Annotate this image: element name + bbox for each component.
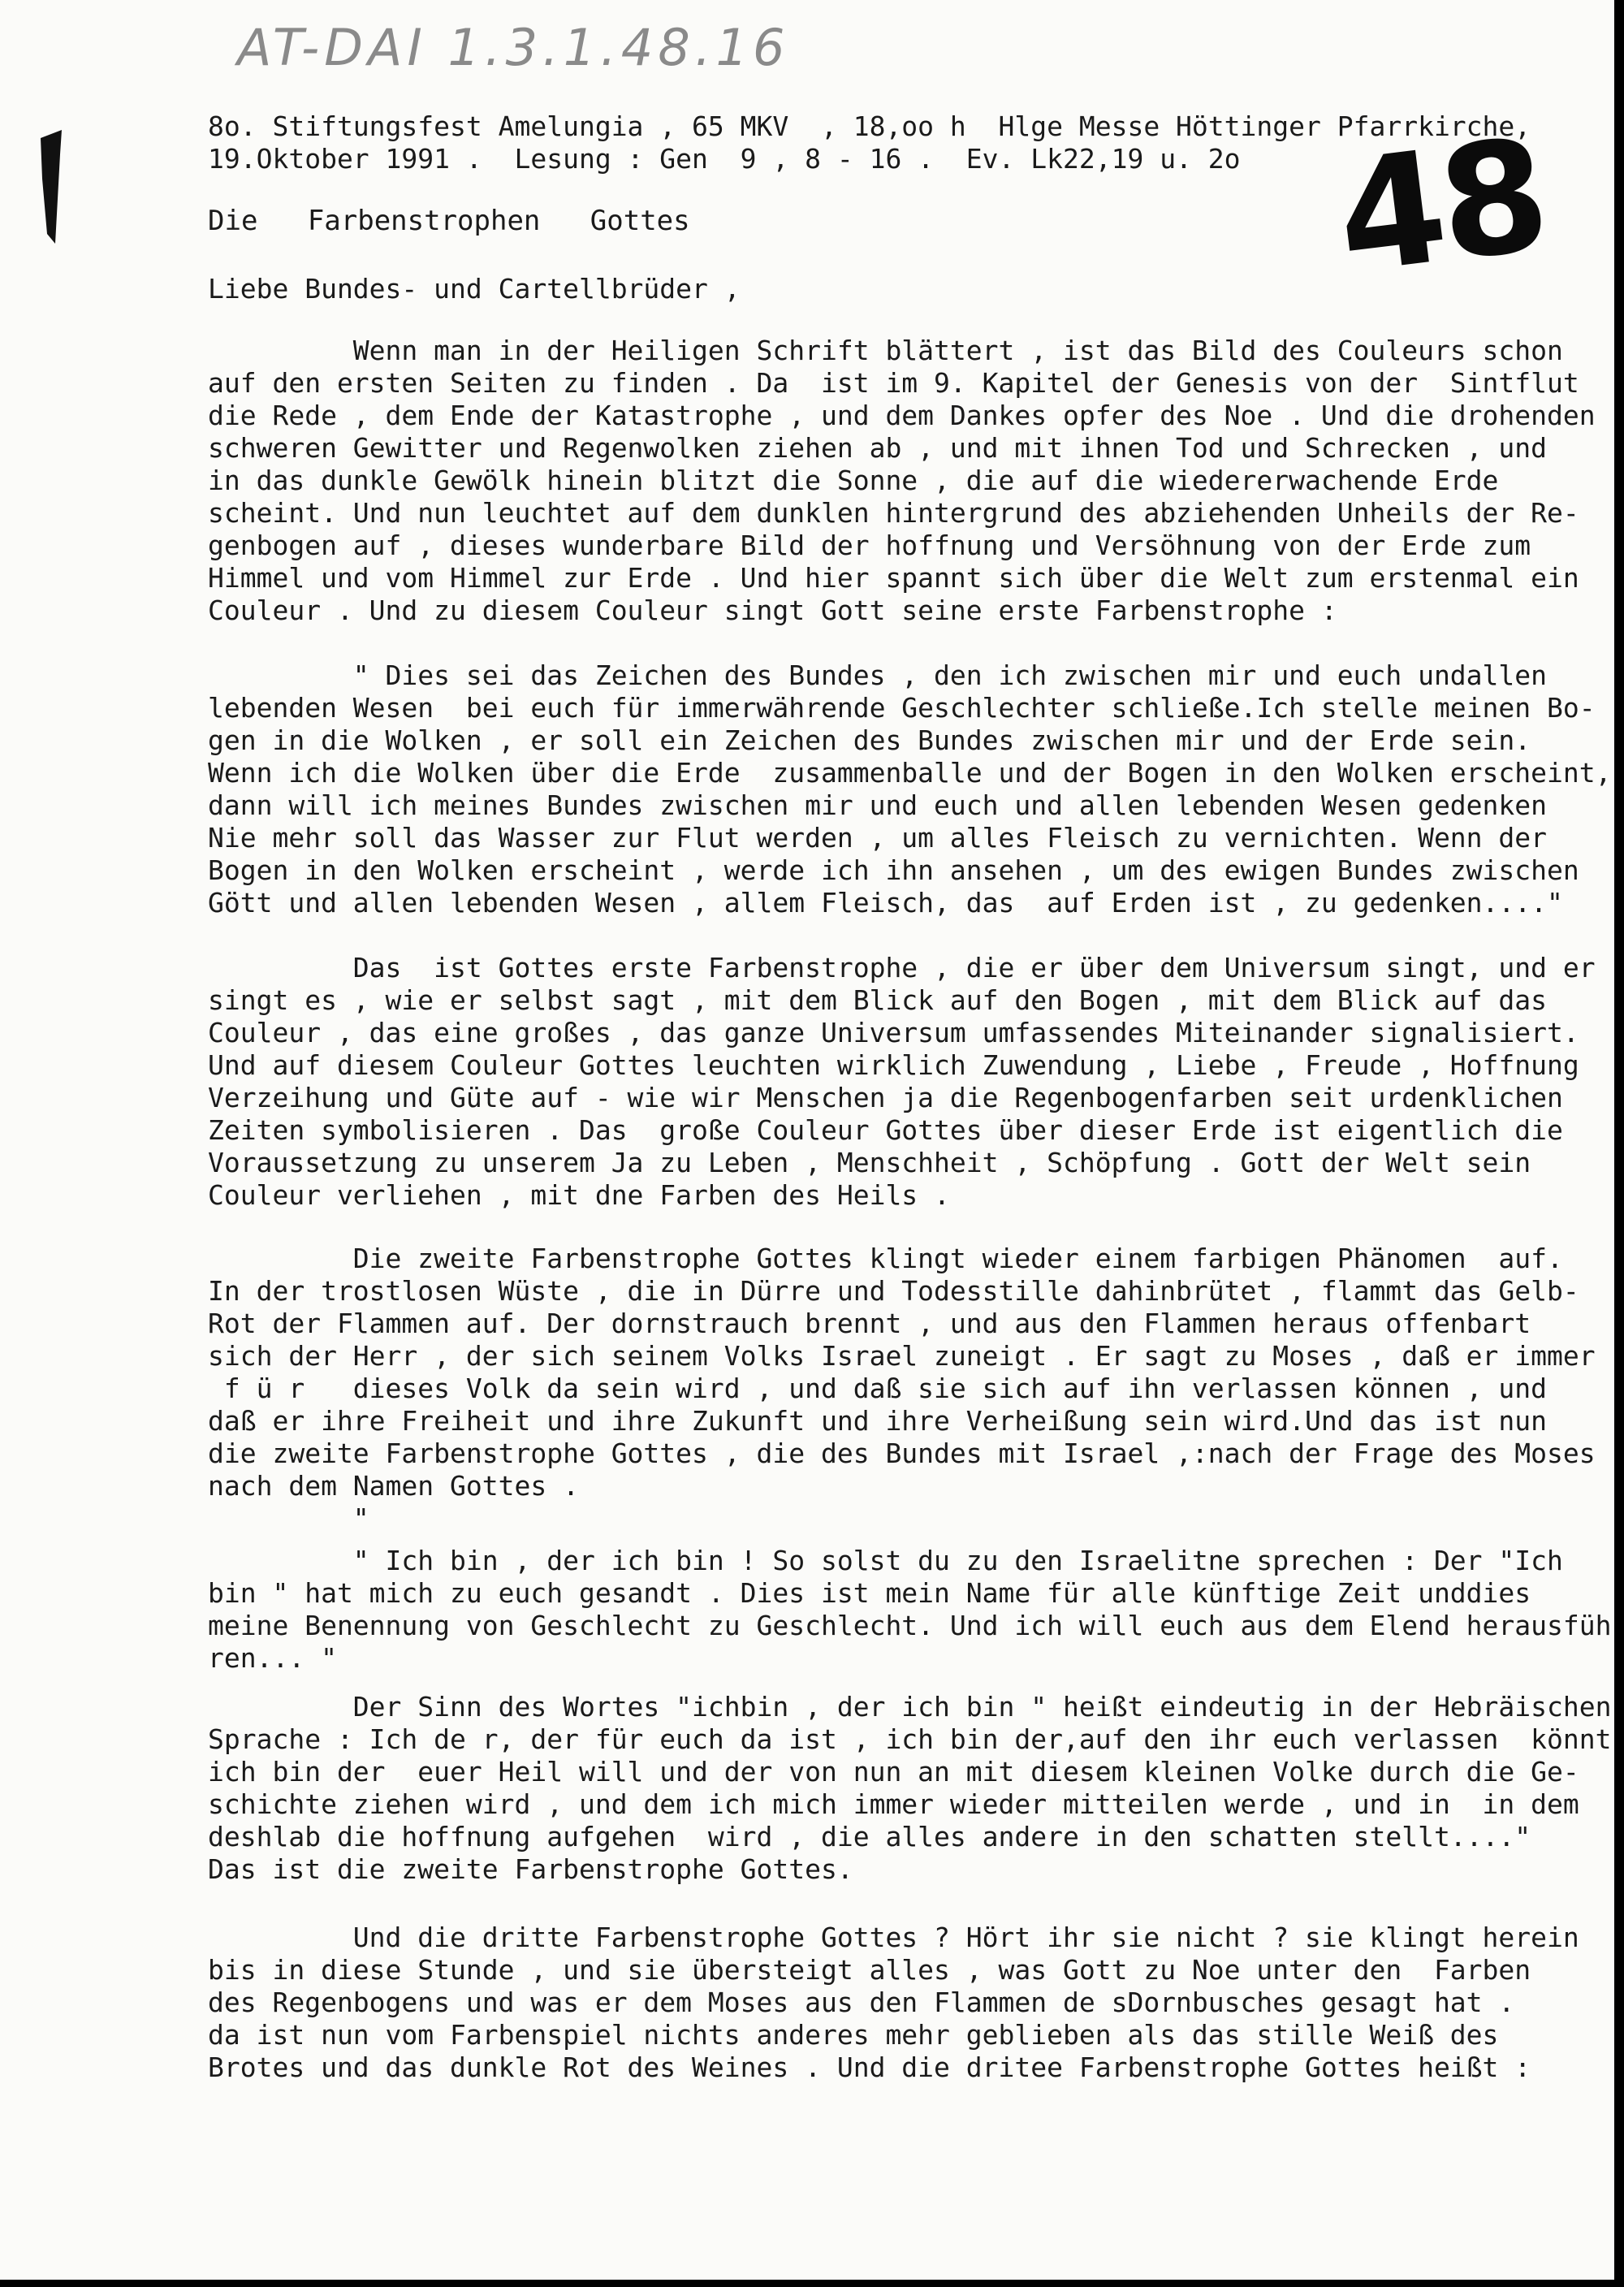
paragraph-6: Der Sinn des Wortes "ichbin , der ich bin " heißt eindeutig in der Hebräischen Sprache : Ich de r, der für euch da ist , ich bin der,auf den ihr euch verlassen könnt ich bin der euer Heil will und der von nun an mit diesem kleinen Volke durch die Ge- schichte ziehen wird , und dem ich mich immer wieder mitteilen werde , und in in dem deshlab die hoffnung aufgehen wird , die alles andere in den schatten stellt...." Das ist die zweite Farbenstrophe Gottes.: [208, 1691, 1612, 1885]
paragraph-4: Die zweite Farbenstrophe Gottes klingt wieder einem farbigen Phänomen auf. In der trostlosen Wüste , die in Dürre und Todesstille dahinbrütet , flammt das Gelb- Rot der Flammen auf. Der dornstrauch brennt , und aus den Flammen heraus offenbart sich der Herr , der sich seinem Volks Israel zuneigt . Er sagt zu Moses , daß er immer f ü r dieses Volk da sein wird , und daß sie sich auf ihn verlassen können , und daß er ihre Freiheit und ihre Zukunft und ihre Verheißung sein wird.Und das ist nun die zweite Farbenstrophe Gottes , die des Bundes mit Israel ,:nach der Frage des Moses nach dem Namen Gottes . ": [208, 1243, 1596, 1534]
paragraph-7: Und die dritte Farbenstrophe Gottes ? Hört ihr sie nicht ? sie klingt herein bis in diese Stunde , und sie übersteigt alles , was Gott zu Noe unter den Farben des Regenbogens und was er dem Moses aus den Flammen de sDornbusches gesagt hat . da ist nun vom Farbenspiel nichts anderes mehr geblieben als das stille Weiß des Brotes und das dunkle Rot des Weines . Und die dritee Farbenstrophe Gottes heißt :: [208, 1922, 1579, 2083]
sermon-title: Die Farbenstrophen Gottes: [208, 205, 690, 237]
punch-mark: [37, 130, 65, 244]
header-line-2: 19.Oktober 1991 . Lesung : Gen 9 , 8 - 16 . Ev. Lk22,19 u. 2o: [208, 143, 1241, 175]
paragraph-1: Wenn man in der Heiligen Schrift blättert , ist das Bild des Couleurs schon auf den ersten Seiten zu finden . Da ist im 9. Kapitel der Genesis von der Sintflut die Rede , dem Ende der Katastrophe , und dem Dankes opfer des Noe . Und die drohenden schweren Gewitter und Regenwolken ziehen ab , und mit ihnen Tod und Schrecken , und in das dunkle Gewölk hinein blitzt die Sonne , die auf die wiedererwachende Erde scheint. Und nun leuchtet auf dem dunklen hintergrund des abziehenden Unheils der Re- genbogen auf , dieses wunderbare Bild der hoffnung und Versöhnung von der Erde zum Himmel und vom Himmel zur Erde . Und hier spannt sich über die Welt zum erstenmal ein Couleur . Und zu diesem Couleur singt Gott seine erste Farbenstrophe :: [208, 335, 1596, 626]
paragraph-3: Das ist Gottes erste Farbenstrophe , die er über dem Universum singt, und er singt es , wie er selbst sagt , mit dem Blick auf den Bogen , mit dem Blick auf das Couleur , das eine großes , das ganze Universum umfassendes Miteinander signalisiert. Und auf diesem Couleur Gottes leuchten wirklich Zuwendung , Liebe , Freude , Hoffnung Verzeihung und Güte auf - wie wir Menschen ja die Regenbogenfarben seit urdenklichen Zeiten symbolisieren . Das große Couleur Gottes über dieser Erde ist eigentlich die Voraussetzung zu unserem Ja zu Leben , Menschheit , Schöpfung . Gott der Welt sein Couleur verliehen , mit dne Farben des Heils .: [208, 952, 1596, 1211]
header-line-1: 8o. Stiftungsfest Amelungia , 65 MKV , 18,oo h Hlge Messe Höttinger Pfarrkirche,: [208, 110, 1531, 142]
page-number: 48: [1328, 105, 1553, 309]
paragraph-5: " Ich bin , der ich bin ! So solst du zu den Israelitne sprechen : Der "Ich bin " hat mich zu euch gesandt . Dies ist mein Name für alle künftige Zeit unddies meine Benennung von Geschlecht zu Geschlecht. Und ich will euch aus dem Elend herausfüh ren... ": [208, 1545, 1612, 1674]
archive-reference: AT-DAI 1.3.1.48.16: [237, 18, 790, 77]
paragraph-2: " Dies sei das Zeichen des Bundes , den ich zwischen mir und euch undallen lebenden Wesen bei euch für immerwährende Geschlechter schließe.Ich stelle meinen Bo- gen in die Wolken , er soll ein Zeichen des Bundes zwischen mir und der Erde sein. Wenn ich die Wolken über die Erde zusammenballe und der Bogen in den Wolken erscheint, dann will ich meines Bundes zwischen mir und euch und allen lebenden Wesen gedenken Nie mehr soll das Wasser zur Flut werden , um alles Fleisch zu vernichten. Wenn der Bogen in den Wolken erscheint , werde ich ihn ansehen , um des ewigen Bundes zwischen Gött und allen lebenden Wesen , allem Fleisch, das auf Erden ist , zu gedenken....": [208, 659, 1612, 919]
greeting: Liebe Bundes- und Cartellbrüder ,: [208, 273, 741, 305]
